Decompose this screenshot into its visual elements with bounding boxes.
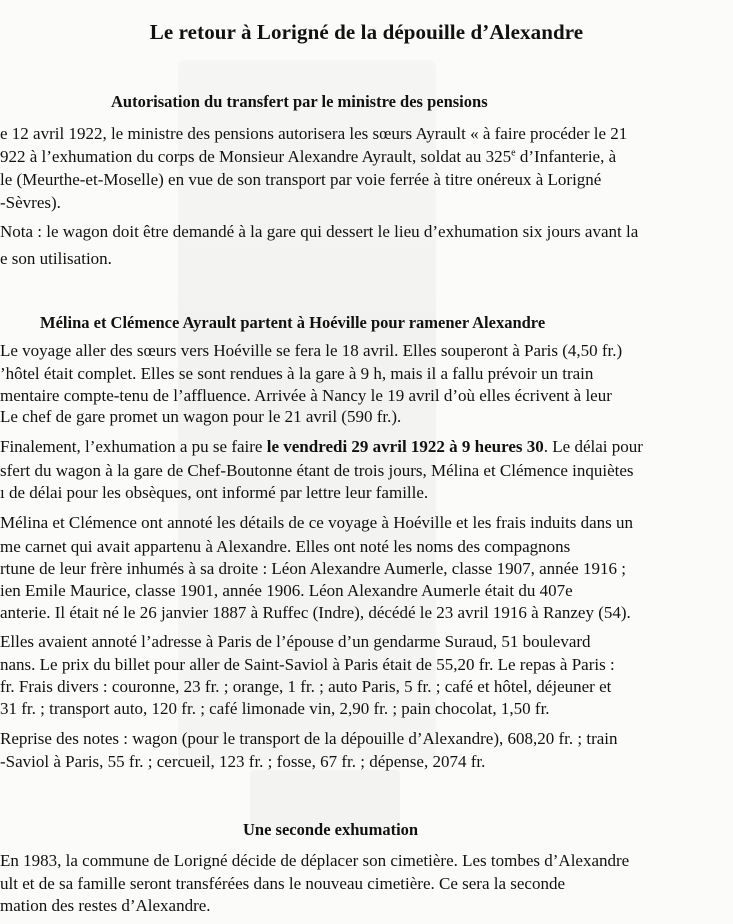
section-heading-seconde-exhumation: Une seconde exhumation [243,820,419,839]
text-span: . Le délai pour [543,437,643,456]
text-line: ult et de sa famille seront transférées dans le nouveau cimetière. Ce sera la seconde [0,874,566,893]
text-line: 31 fr. ; transport auto, 120 fr. ; café limonade vin, 2,90 fr. ; pain chocolat, 1,50 fr. [0,699,550,718]
text-line: le (Meurthe-et-Moselle) en vue de son transport par voie ferrée à titre onéreux à Lorigné [0,170,602,189]
text-line: Le chef de gare promet un wagon pour le 21 avril (590 fr.). [0,407,402,426]
text-line: nans. Le prix du billet pour aller de Saint-Saviol à Paris était de 55,20 fr. Le repas à Paris : [0,655,615,674]
text-line: anterie. Il était né le 26 janvier 1887 à Ruffec (Indre), décédé le 23 avril 1916 à Ranzey (54). [0,603,631,622]
text-span: Finalement, l’exhumation a pu se faire [0,437,267,456]
text-line: sfert du wagon à la gare de Chef-Boutonne étant de trois jours, Mélina et Clémence inquiètes [0,461,634,480]
text-line: Reprise des notes : wagon (pour le transport de la dépouille d’Alexandre), 608,20 fr. ; train [0,729,618,748]
text-line: e son utilisation. [0,249,112,268]
text-span: d’Infanterie, à [515,147,617,166]
text-line: -Sèvres). [0,193,61,212]
superscript: e [511,147,516,159]
text-line: me carnet qui avait appartenu à Alexandre. Elles ont noté les noms des compagnons [0,537,571,556]
text-line: Le voyage aller des sœurs vers Hoéville se fera le 18 avril. Elles souperont à Paris (4,50 fr.) [0,341,623,360]
text-line: mation des restes d’Alexandre. [0,896,211,915]
section-heading-authorisation: Autorisation du transfert par le ministre des pensions [111,92,488,111]
text-line: En 1983, la commune de Lorigné décide de déplacer son cimetière. Les tombes d’Alexandre [0,851,630,870]
text-line: -Saviol à Paris, 55 fr. ; cercueil, 123 fr. ; fosse, 67 fr. ; dépense, 2074 fr. [0,752,486,771]
text-line: Mélina et Clémence ont annoté les détails de ce voyage à Hoéville et les frais induits dans un [0,513,634,532]
text-line: mentaire compte-tenu de l’affluence. Arrivée à Nancy le 19 avril d’où elles écrivent à leur [0,386,612,405]
text-line: fr. Frais divers : couronne, 23 fr. ; orange, 1 fr. ; auto Paris, 5 fr. ; café et hôtel, déjeuner et [0,677,612,696]
page-title: Le retour à Lorigné de la dépouille d’Alexandre [149,20,584,44]
text-line [0,437,643,457]
text-line: Elles avaient annoté l’adresse à Paris de l’épouse d’un gendarme Suraud, 51 boulevard [0,632,591,651]
text-line: ien Emile Maurice, classe 1901, année 1906. Léon Alexandre Aumerle était du 407e [0,581,573,600]
text-span: 922 à l’exhumation du corps de Monsieur Alexandre Ayrault, soldat au 325 [0,147,512,166]
text-line: ı de délai pour les obsèques, ont informé par lettre leur famille. [0,483,429,502]
text-line: rtune de leur frère inhumés à sa droite : Léon Alexandre Aumerle, classe 1907, année 1916 ; [0,559,626,578]
text-line: e 12 avril 1922, le ministre des pensions autorisera les sœurs Ayrault « à faire procéder le 21 [0,124,628,143]
text-line [0,147,616,167]
section-heading-voyage: Mélina et Clémence Ayrault partent à Hoéville pour ramener Alexandre [40,313,546,332]
exhumation-date: le vendredi 29 avril 1922 à 9 heures 30 [266,437,544,456]
text-line: ’hôtel était complet. Elles se sont rendues à la gare à 9 h, mais il a fallu prévoir un train [0,364,594,383]
text-line: Nota : le wagon doit être demandé à la gare qui dessert le lieu d’exhumation six jours avant la [0,222,639,241]
